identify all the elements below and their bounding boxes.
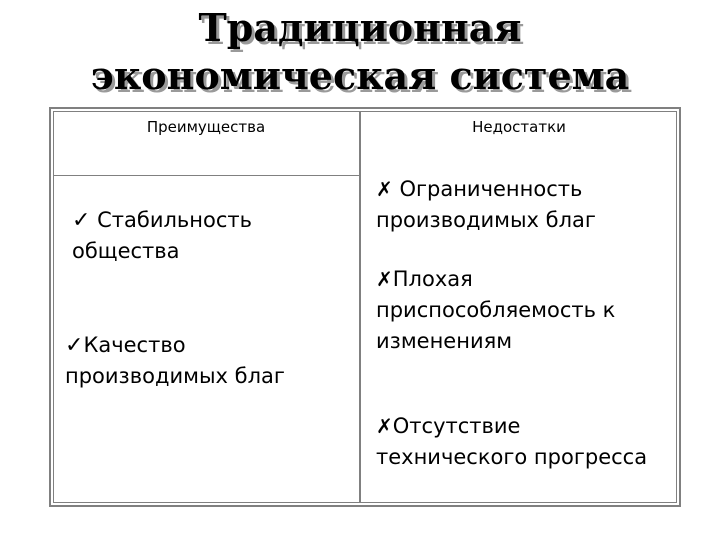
- disadvantage-text: производимых благ: [376, 208, 596, 232]
- disadvantage-text: изменениям: [376, 329, 513, 353]
- advantage-text: общества: [72, 239, 180, 263]
- advantage-item: [72, 205, 252, 267]
- advantage-text: Качество: [83, 333, 186, 357]
- slide-title: [0, 4, 720, 100]
- cross-mark-icon: ✗: [376, 177, 393, 201]
- title-line-2: экономическая система: [90, 53, 630, 98]
- column-divider: [359, 111, 361, 503]
- disadvantage-item: [376, 174, 596, 236]
- disadvantage-text: Отсутствие: [392, 414, 521, 438]
- title-line-1: Традиционная: [198, 5, 522, 50]
- cross-mark-icon: ✗: [376, 414, 393, 438]
- disadvantage-item: [376, 264, 615, 357]
- disadvantage-text: Плохая: [392, 267, 473, 291]
- check-mark-icon: ✓: [65, 333, 84, 358]
- check-mark-icon: ✓: [72, 208, 91, 233]
- header-divider: [53, 175, 359, 176]
- advantage-text: производимых благ: [65, 364, 285, 388]
- disadvantage-text: технического прогресса: [376, 445, 648, 469]
- cross-mark-icon: ✗: [376, 267, 393, 291]
- disadvantages-header: Недостатки: [472, 118, 566, 136]
- disadvantage-text: приспособляемость к: [376, 298, 616, 322]
- advantage-item: [65, 330, 285, 392]
- disadvantage-text: Ограниченность: [392, 177, 583, 201]
- disadvantage-item: [376, 411, 647, 473]
- advantage-text: Стабильность: [90, 208, 253, 232]
- advantages-header: Преимущества: [146, 118, 266, 136]
